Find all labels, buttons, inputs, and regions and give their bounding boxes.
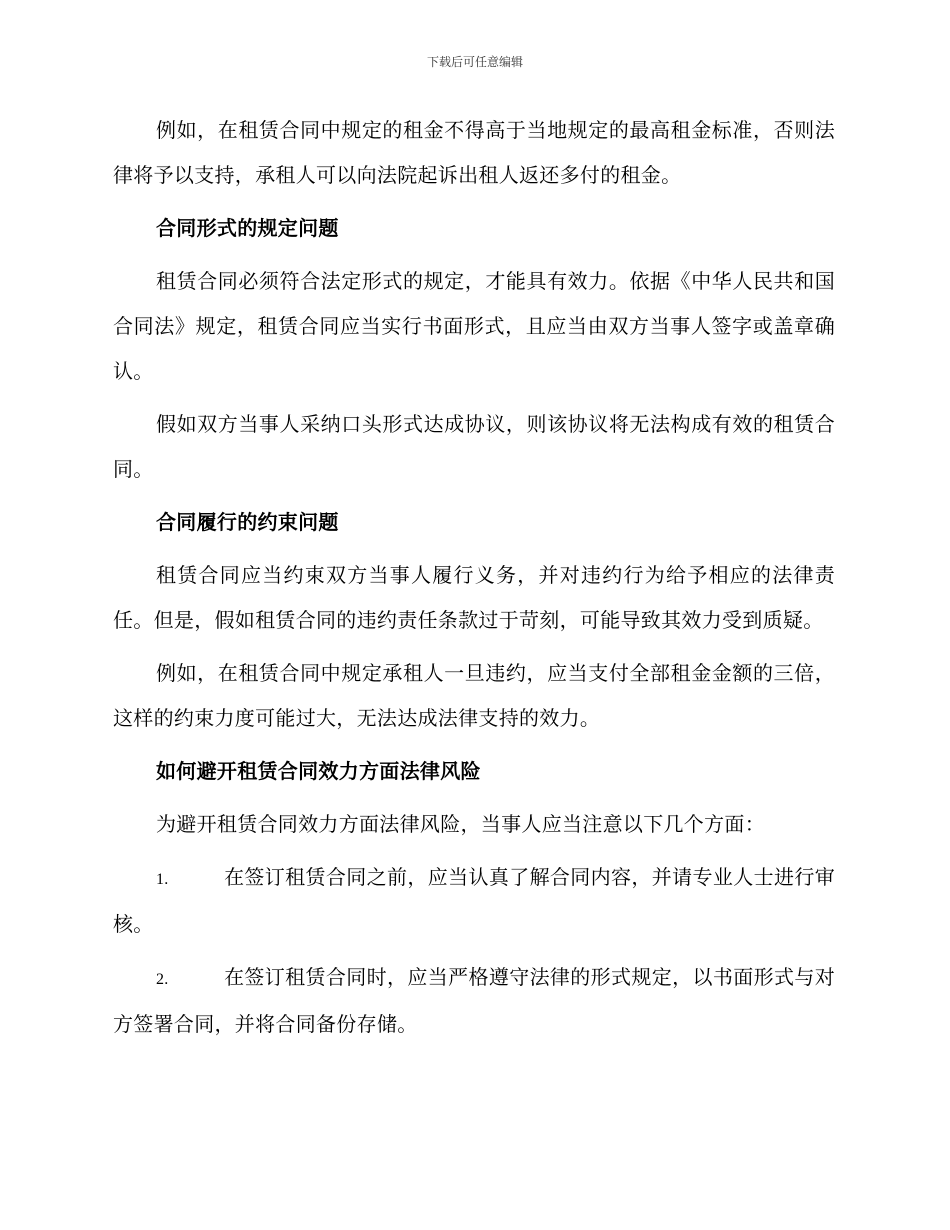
- paragraph-rent-limit-example: 例如，在租赁合同中规定的租金不得高于当地规定的最高租金标准，否则法律将予以支持，承租人可以向法院起诉出租人返还多付的租金。: [113, 118, 835, 187]
- list-item: [113, 955, 835, 1047]
- section-heading-avoid-risk: 如何避开租赁合同效力方面法律风险: [156, 759, 481, 783]
- section-heading-contract-form: 合同形式的规定问题: [156, 216, 339, 240]
- list-item-number: 2.: [156, 971, 169, 988]
- section-heading-performance-constraints: 合同履行的约束问题: [156, 510, 339, 534]
- list-item-text: 在签订租赁合同之前，应当认真了解合同内容，并请专业人士进行审核。: [113, 865, 835, 936]
- paragraph-performance-obligations: 租赁合同应当约束双方当事人履行义务，并对违约行为给予相应的法律责任。但是，假如租赁合同的违约责任条款过于苛刻，可能导致其效力受到质疑。: [113, 563, 835, 632]
- list-item: [113, 855, 835, 947]
- header-note: 下载后可任意编辑: [426, 55, 523, 69]
- list-item-text: 在签订租赁合同时，应当严格遵守法律的形式规定，以书面形式与对方签署合同，并将合同备份存储。: [113, 965, 835, 1036]
- paragraph-penalty-example: 例如，在租赁合同中规定承租人一旦违约，应当支付全部租金金额的三倍，这样的约束力度可能过大，无法达成法律支持的效力。: [113, 661, 835, 730]
- document-body: [113, 108, 835, 1055]
- paragraph-contract-form-rule: 租赁合同必须符合法定形式的规定，才能具有效力。依据《中华人民共和国合同法》规定，租赁合同应当实行书面形式，且应当由双方当事人签字或盖章确认。: [113, 269, 835, 383]
- paragraph-oral-agreement: 假如双方当事人采纳口头形式达成协议，则该协议将无法构成有效的租赁合同。: [113, 412, 835, 481]
- paragraph-avoid-risk-intro: 为避开租赁合同效力方面法律风险，当事人应当注意以下几个方面：: [156, 812, 765, 836]
- list-item-number: 1.: [156, 871, 169, 888]
